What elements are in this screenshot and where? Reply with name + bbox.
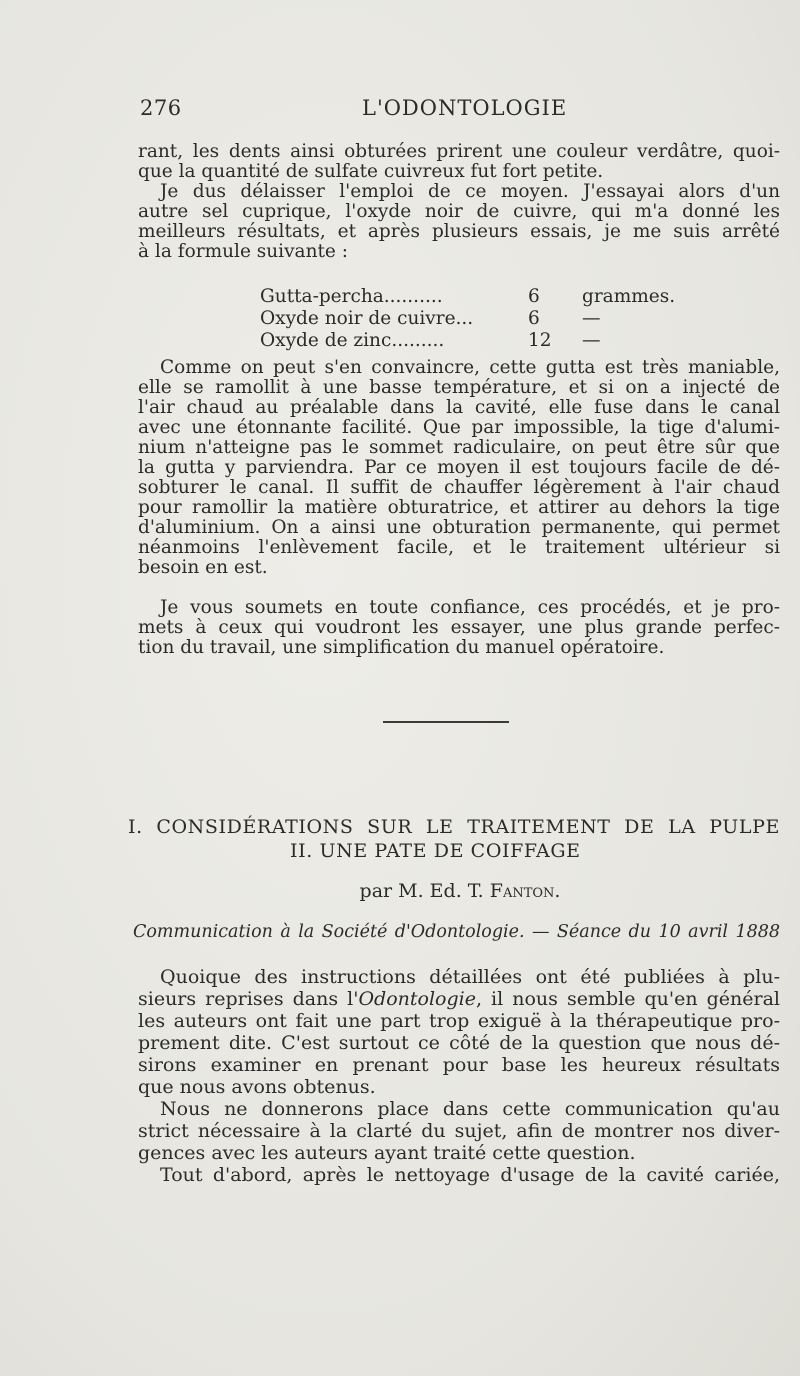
paragraph-communication bbox=[138, 1098, 780, 1164]
paragraph-nettoyage bbox=[138, 1164, 780, 1186]
text-line: que la quantité de sulfate cuivreux fut fort petite. bbox=[138, 161, 604, 182]
text-line: mets à ceux qui voudront les essayer, une plus grande perfec- bbox=[138, 617, 780, 638]
text-line: meilleurs résultats, et après plusieurs essais, je me suis arrêté bbox=[138, 221, 780, 242]
paragraph-continuation bbox=[138, 142, 780, 182]
paragraph-gutta bbox=[138, 358, 780, 578]
text-line: néanmoins l'enlèvement facile, et le traitement ultérieur si bbox=[138, 537, 780, 558]
byline-prefix: par M. Ed. T. bbox=[359, 880, 484, 902]
text-line: autre sel cuprique, l'oxyde noir de cuivre, qui m'a donné les bbox=[138, 201, 780, 222]
formula-unit: — bbox=[582, 330, 601, 351]
text-line: nium n'atteigne pas le sommet radiculaire, on peut être sûr que bbox=[138, 437, 780, 458]
text-line: la gutta y parviendra. Par ce moyen il est toujours facile de dé- bbox=[138, 457, 780, 478]
article-title-line-1: I. CONSIDÉRATIONS SUR LE TRAITEMENT DE LA PULPE bbox=[128, 816, 780, 838]
text-line: l'air chaud au préalable dans la cavité, elle fuse dans le canal bbox=[138, 397, 780, 418]
text-line: strict nécessaire à la clarté du sujet, afin de montrer nos diver- bbox=[138, 1120, 780, 1142]
paragraph-oxyde bbox=[138, 182, 780, 262]
formula-unit: grammes. bbox=[582, 286, 676, 307]
text-line: sirons examiner en prenant pour base les heureux résultats bbox=[138, 1054, 780, 1076]
section-divider bbox=[383, 721, 509, 723]
article-title-line-2: II. UNE PATE DE COIFFAGE bbox=[290, 840, 581, 862]
text-line: avec une étonnante facilité. Que par impossible, la tige d'alumi- bbox=[138, 417, 780, 438]
author-name: Fanton. bbox=[489, 880, 561, 902]
formula-quantity: 6 bbox=[528, 286, 540, 307]
byline bbox=[140, 880, 780, 902]
text-segment: , il nous semble qu'en général bbox=[475, 988, 780, 1010]
text-line: tion du travail, une simplification du manuel opératoire. bbox=[138, 637, 665, 658]
text-line: d'aluminium. On a ainsi une obturation permanente, qui permet bbox=[138, 517, 780, 538]
formula-quantity: 6 bbox=[528, 308, 540, 329]
text-line: elle se ramollit à une basse température, et si on a injecté de bbox=[138, 377, 780, 398]
paragraph-conclusion bbox=[138, 598, 780, 658]
meeting-note: Communication à la Société d'Odontologie. — Séance du 10 avril 1888 bbox=[133, 922, 780, 942]
text-line: Comme on peut s'en convaincre, cette gutta est très maniable, bbox=[160, 357, 780, 378]
text-line: Je dus délaisser l'emploi de ce moyen. J'essayai alors d'un bbox=[160, 181, 780, 202]
text-line: besoin en est. bbox=[138, 557, 268, 578]
formula-ingredient: Oxyde noir de cuivre... bbox=[260, 308, 474, 329]
journal-title: Odontologie bbox=[358, 988, 476, 1010]
formula-row bbox=[260, 330, 680, 352]
text-line: Tout d'abord, après le nettoyage d'usage de la cavité cariée, bbox=[160, 1164, 780, 1186]
text-segment: sieurs reprises dans l' bbox=[138, 988, 359, 1010]
formula-unit: — bbox=[582, 308, 601, 329]
formula-quantity: 12 bbox=[528, 330, 552, 351]
formula-ingredient: Oxyde de zinc......... bbox=[260, 330, 445, 351]
text-line: Nous ne donnerons place dans cette communication qu'au bbox=[160, 1098, 780, 1120]
text-line: Quoique des instructions détaillées ont été publiées à plu- bbox=[160, 966, 780, 988]
paragraph-instructions bbox=[138, 966, 780, 1098]
text-line: à la formule suivante : bbox=[138, 241, 348, 262]
formula-list bbox=[260, 286, 680, 352]
running-title: L'ODONTOLOGIE bbox=[362, 96, 568, 120]
text-line: les auteurs ont fait une part trop exiguë à la thérapeutique pro- bbox=[138, 1010, 780, 1032]
text-line: pour ramollir la matière obturatrice, et attirer au dehors la tige bbox=[138, 497, 780, 518]
text-line: que nous avons obtenus. bbox=[138, 1076, 376, 1098]
text-line: rant, les dents ainsi obturées prirent une couleur verdâtre, quoi- bbox=[138, 141, 780, 162]
formula-row bbox=[260, 286, 680, 308]
formula-row bbox=[260, 308, 680, 330]
text-line: sobturer le canal. Il suffit de chauffer légèrement à l'air chaud bbox=[138, 477, 780, 498]
formula-ingredient: Gutta-percha.......... bbox=[260, 286, 443, 307]
running-head bbox=[140, 96, 780, 126]
text-line: Je vous soumets en toute confiance, ces procédés, et je pro- bbox=[160, 597, 780, 618]
page-number: 276 bbox=[140, 96, 182, 120]
text-line bbox=[138, 988, 780, 1010]
text-line: prement dite. C'est surtout ce côté de la question que nous dé- bbox=[138, 1032, 780, 1054]
text-line: gences avec les auteurs ayant traité cette question. bbox=[138, 1142, 636, 1164]
